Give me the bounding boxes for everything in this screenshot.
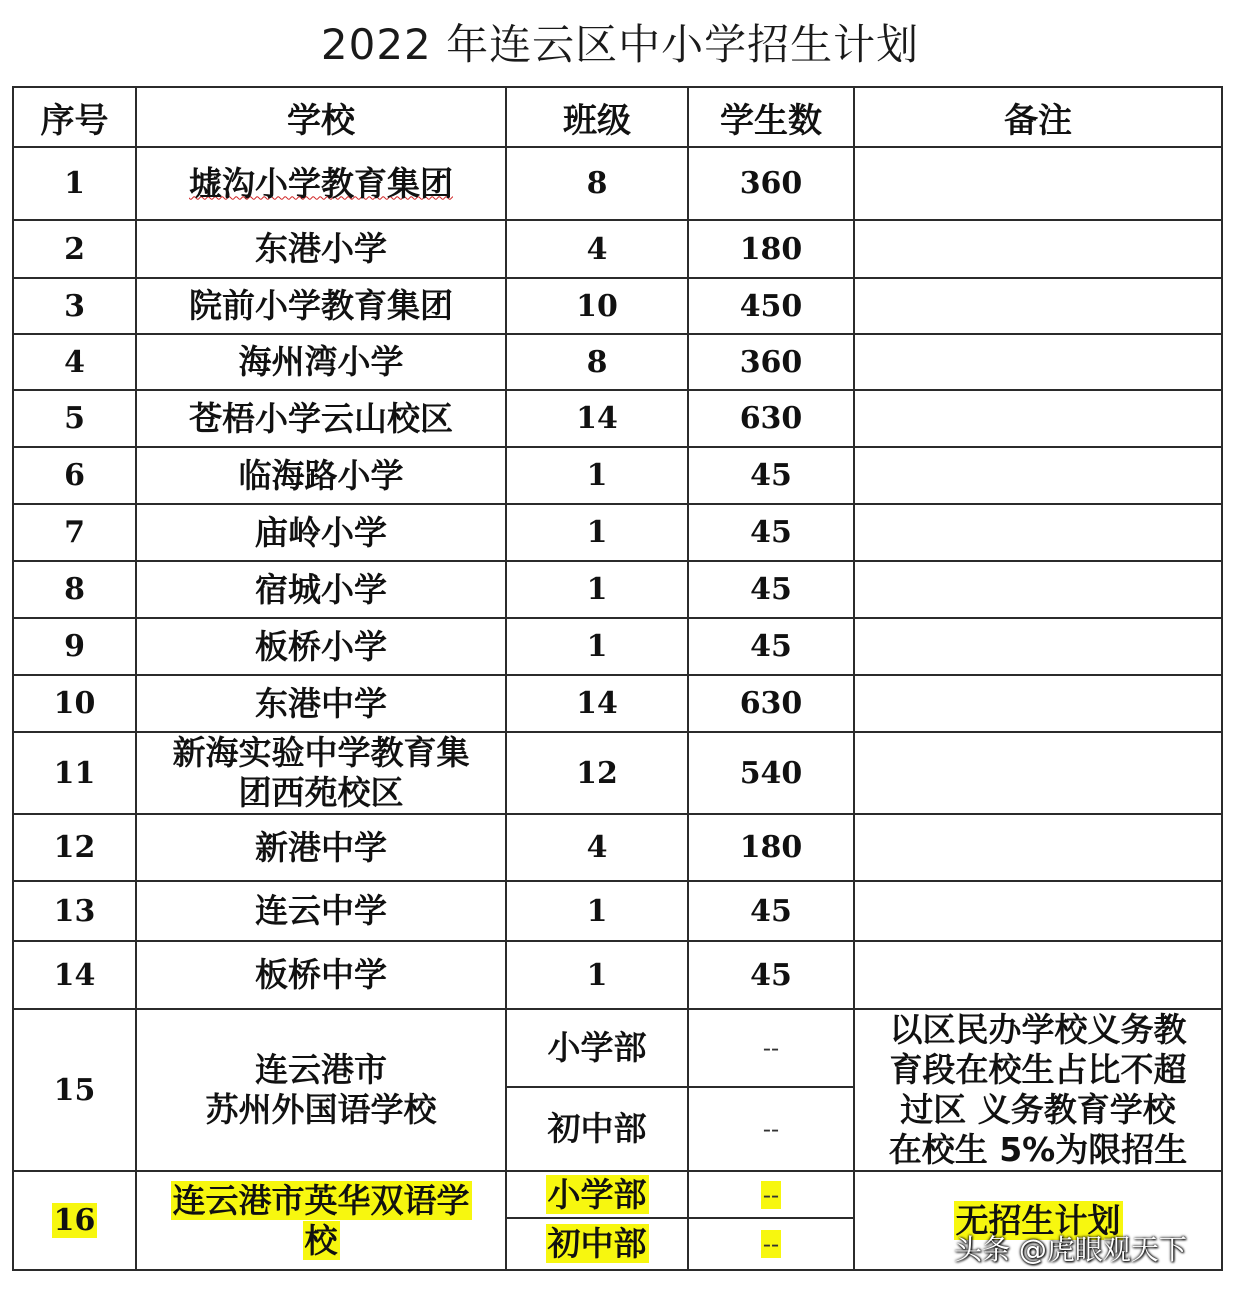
- highlighted-index: 16: [53, 1203, 96, 1238]
- row-classes: 14: [506, 390, 688, 447]
- row-index: 11: [13, 732, 136, 814]
- row-school: [136, 147, 506, 220]
- row-students: 180: [688, 814, 854, 881]
- row-note: [854, 814, 1222, 881]
- row-school: 海州湾小学: [136, 334, 506, 390]
- row-division: 初中部: [506, 1087, 688, 1171]
- row-index: 5: [13, 390, 136, 447]
- header-classes: 班级: [506, 87, 688, 147]
- row-students: --: [688, 1009, 854, 1087]
- row-classes: 4: [506, 814, 688, 881]
- division-label: 初中部: [547, 1224, 647, 1263]
- table-row: [13, 814, 1222, 881]
- table-row-15: [13, 1009, 1222, 1087]
- row-students: 360: [688, 334, 854, 390]
- row-note: [854, 941, 1222, 1009]
- row-students: [688, 1218, 854, 1270]
- table-row: [13, 504, 1222, 561]
- school-name-line2: 团西苑校区: [238, 773, 404, 812]
- students-value: --: [762, 1180, 780, 1209]
- row-students: 180: [688, 220, 854, 278]
- table-row-16: [13, 1171, 1222, 1218]
- school-name: 墟沟小学教育集团: [189, 163, 453, 203]
- row-note: [854, 220, 1222, 278]
- row-classes: 8: [506, 147, 688, 220]
- row-classes: 1: [506, 618, 688, 675]
- row-note: [854, 1009, 1222, 1171]
- row-students: 45: [688, 447, 854, 504]
- table-row: [13, 334, 1222, 390]
- school-name-line1: 新海实验中学教育集: [172, 733, 470, 772]
- row-classes: 4: [506, 220, 688, 278]
- row-division: 小学部: [506, 1009, 688, 1087]
- note-line4: 在校生 5%为限招生: [888, 1130, 1188, 1169]
- row-school: 东港小学: [136, 220, 506, 278]
- table-row: [13, 147, 1222, 220]
- row-index: [13, 1171, 136, 1270]
- row-note: [854, 881, 1222, 941]
- row-index: 9: [13, 618, 136, 675]
- row-index: 1: [13, 147, 136, 220]
- row-students: 45: [688, 941, 854, 1009]
- row-school: 宿城小学: [136, 561, 506, 618]
- header-index: 序号: [13, 87, 136, 147]
- row-index: 10: [13, 675, 136, 732]
- row-index: 7: [13, 504, 136, 561]
- row-students: 540: [688, 732, 854, 814]
- row-index: 13: [13, 881, 136, 941]
- row-division: [506, 1218, 688, 1270]
- row-school: 板桥中学: [136, 941, 506, 1009]
- row-index: 12: [13, 814, 136, 881]
- row-classes: 8: [506, 334, 688, 390]
- row-students: 630: [688, 675, 854, 732]
- header-school: 学校: [136, 87, 506, 147]
- row-classes: 14: [506, 675, 688, 732]
- row-students: 45: [688, 561, 854, 618]
- row-index: 15: [13, 1009, 136, 1171]
- table-row: [13, 675, 1222, 732]
- row-note: [854, 390, 1222, 447]
- row-students: [688, 1171, 854, 1218]
- enrollment-table: [12, 86, 1223, 1271]
- row-students: 360: [688, 147, 854, 220]
- table-row: [13, 561, 1222, 618]
- row-classes: 1: [506, 941, 688, 1009]
- row-students: 45: [688, 504, 854, 561]
- table-row: [13, 447, 1222, 504]
- row-school: [136, 732, 506, 814]
- header-row: [13, 87, 1222, 147]
- note-text: 无招生计划: [955, 1200, 1121, 1240]
- table-row: [13, 278, 1222, 334]
- note-line1: 以区民办学校义务教: [889, 1010, 1187, 1049]
- note-line3: 过区 义务教育学校: [900, 1090, 1176, 1129]
- row-students: 45: [688, 881, 854, 941]
- row-classes: 1: [506, 447, 688, 504]
- school-name-line2: 校: [304, 1220, 338, 1260]
- row-note: [854, 618, 1222, 675]
- row-students: 630: [688, 390, 854, 447]
- row-note: [854, 732, 1222, 814]
- row-note: [854, 561, 1222, 618]
- note-line2: 育段在校生占比不超: [889, 1050, 1187, 1089]
- school-name-line1: 连云港市英华双语学: [172, 1180, 470, 1220]
- header-students: 学生数: [688, 87, 854, 147]
- row-classes: 12: [506, 732, 688, 814]
- row-index: 2: [13, 220, 136, 278]
- row-classes: 1: [506, 881, 688, 941]
- row-school: 新港中学: [136, 814, 506, 881]
- row-school: [136, 1171, 506, 1270]
- row-school: 苍梧小学云山校区: [136, 390, 506, 447]
- table-row: [13, 220, 1222, 278]
- students-value: --: [762, 1230, 780, 1258]
- watermark: 头条 @虎眼观天下: [954, 1233, 1187, 1266]
- row-classes: 1: [506, 504, 688, 561]
- table-row: [13, 390, 1222, 447]
- row-school: [136, 1009, 506, 1171]
- row-note: [854, 447, 1222, 504]
- row-index: 3: [13, 278, 136, 334]
- row-students: --: [688, 1087, 854, 1171]
- row-note: [854, 278, 1222, 334]
- row-school: 庙岭小学: [136, 504, 506, 561]
- row-index: 4: [13, 334, 136, 390]
- row-school: 东港中学: [136, 675, 506, 732]
- row-school: 院前小学教育集团: [136, 278, 506, 334]
- row-classes: 10: [506, 278, 688, 334]
- table-row: [13, 618, 1222, 675]
- row-school: 连云中学: [136, 881, 506, 941]
- row-students: 450: [688, 278, 854, 334]
- row-note: [854, 147, 1222, 220]
- page-title: 2022 年连云区中小学招生计划: [320, 20, 920, 69]
- table-row: [13, 941, 1222, 1009]
- row-students: 45: [688, 618, 854, 675]
- row-note: [854, 675, 1222, 732]
- row-index: 6: [13, 447, 136, 504]
- school-name-line1: 连云港市: [255, 1050, 387, 1089]
- table-row: [13, 732, 1222, 814]
- row-index: 14: [13, 941, 136, 1009]
- row-note: [854, 334, 1222, 390]
- row-index: 8: [13, 561, 136, 618]
- header-note: 备注: [854, 87, 1222, 147]
- row-note: [854, 504, 1222, 561]
- school-name-line2: 苏州外国语学校: [205, 1090, 437, 1129]
- table-row: [13, 881, 1222, 941]
- division-label: 小学部: [547, 1174, 647, 1214]
- row-classes: 1: [506, 561, 688, 618]
- row-division: [506, 1171, 688, 1218]
- row-school: 临海路小学: [136, 447, 506, 504]
- row-school: 板桥小学: [136, 618, 506, 675]
